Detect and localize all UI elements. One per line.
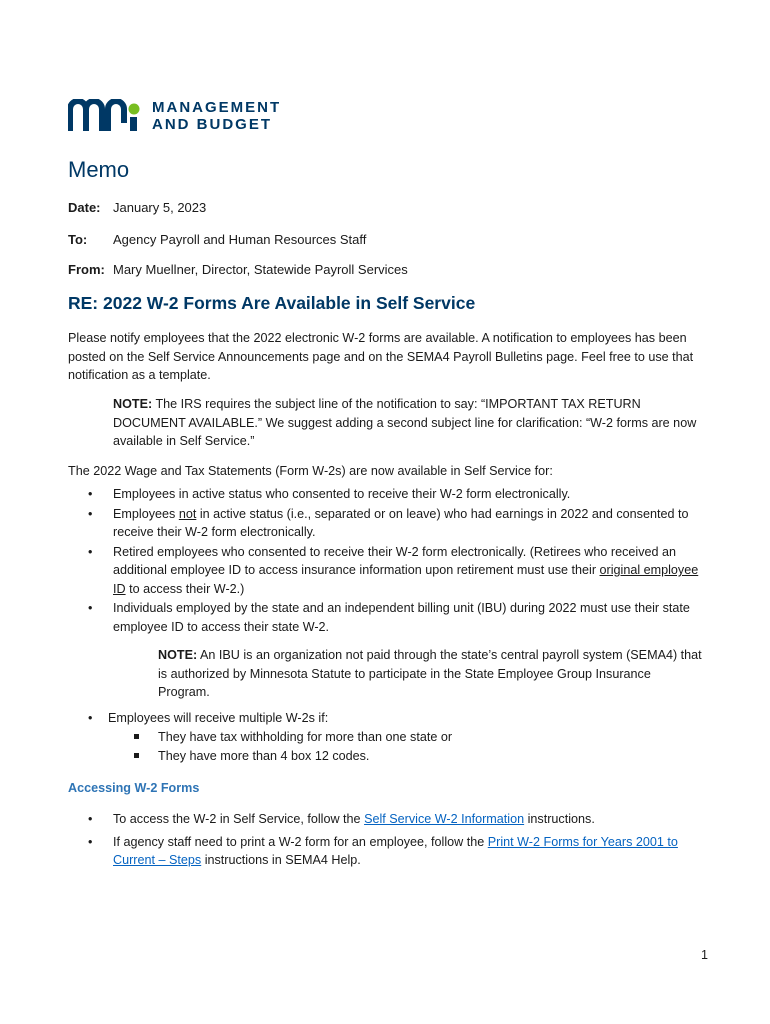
mmb-logo — [68, 98, 281, 134]
eligibility-list — [68, 485, 708, 637]
list-item-text-end: instructions in SEMA4 Help. — [201, 853, 361, 867]
self-service-w2-link[interactable]: Self Service W-2 Information — [364, 812, 525, 826]
list-item — [68, 833, 708, 870]
list-item-text-start: Employees — [113, 506, 179, 521]
square-bullet-icon — [134, 753, 139, 758]
bullet-icon: • — [88, 711, 93, 725]
multiple-w2-conditions — [134, 728, 452, 765]
list-item — [68, 810, 708, 829]
list-item — [68, 543, 708, 599]
list-item-text: They have tax withholding for more than one state or — [158, 730, 453, 744]
list-item-text: Employees in active status who consented to receive their W-2 form electronically. — [113, 487, 571, 501]
bullet-icon: • — [88, 544, 93, 559]
list-item-text-end: to access their W-2.) — [125, 581, 245, 596]
multiple-w2-list — [68, 709, 708, 729]
note-text: An IBU is an organization not paid through the state’s central payroll system (SEMA4) that is authorized by Minnesota Statute to participate in the State Employee Group Insurance Program. — [158, 648, 702, 699]
memo-from-row — [68, 262, 408, 277]
accessing-list — [68, 810, 708, 871]
from-value: Mary Muellner, Director, Statewide Payroll Services — [113, 262, 408, 277]
page-number: 1 — [700, 948, 708, 962]
list-item — [68, 485, 708, 504]
note-text: The IRS requires the subject line of the notification to say: “IMPORTANT TAX RETURN DOCUMENT AVAILABLE.” We suggest adding a second subject line for clarification: “W-2 forms are now available in Self Service.” — [113, 397, 697, 448]
list-item — [134, 747, 452, 766]
list-item-text-end: in active status (i.e., separated or on leave) who had earnings in 2022 and consented to receive their W-2 form electronically. — [113, 506, 689, 539]
available-for-text: The 2022 Wage and Tax Statements (Form W-2s) are now available in Self Service for: — [68, 464, 553, 478]
logo-wordmark — [152, 99, 281, 133]
list-item — [68, 709, 708, 728]
note-label: NOTE: — [113, 397, 153, 411]
list-item-text: Individuals employed by the state and an independent billing unit (IBU) during 2022 must use their state employee ID to access their state W-2. — [113, 601, 690, 634]
list-item-text-end: instructions. — [524, 812, 595, 826]
accessing-heading: Accessing W-2 Forms — [68, 781, 200, 795]
logo-line-1: MANAGEMENT — [152, 99, 282, 116]
list-item-text-start: Retired employees who consented to receive their W-2 form electronically. (Retirees who received an additional employee ID to access insurance information upon retirement must use their — [113, 544, 677, 577]
list-item — [68, 599, 708, 636]
list-item-text-start: To access the W-2 in Self Service, follow the — [113, 812, 365, 826]
list-item — [68, 505, 708, 542]
to-value: Agency Payroll and Human Resources Staff — [113, 232, 367, 247]
date-value: January 5, 2023 — [113, 200, 207, 215]
date-label: Date: — [68, 200, 101, 215]
subject-heading: RE: 2022 W-2 Forms Are Available in Self Service — [68, 293, 476, 313]
list-item-text-start: If agency staff need to print a W-2 form for an employee, follow the — [113, 834, 488, 849]
print-w2-forms-link[interactable]: Print W-2 Forms for Years 2001 to Current – Steps — [113, 834, 678, 867]
memo-title: Memo — [68, 157, 130, 182]
bullet-icon: • — [88, 601, 93, 615]
bullet-icon: • — [88, 487, 93, 501]
underlined-original-id: original employee ID — [113, 563, 699, 596]
memo-to-row — [68, 232, 366, 247]
bullet-icon: • — [88, 812, 93, 826]
note-ibu — [158, 646, 703, 702]
square-bullet-icon — [134, 734, 139, 739]
to-label: To: — [68, 232, 88, 247]
list-item — [134, 728, 452, 747]
mn-logo-icon — [68, 99, 142, 133]
list-item-text: Employees will receive multiple W-2s if: — [108, 711, 329, 725]
list-item-text: They have more than 4 box 12 codes. — [158, 748, 370, 763]
logo-line-2: AND BUDGET — [152, 116, 272, 133]
intro-paragraph: Please notify employees that the 2022 electronic W-2 forms are available. A notification to employees has been posted on the Self Service Announcements page and on the SEMA4 Payroll Bulletins page. Feel free to use that notification as a template. — [68, 331, 694, 382]
underlined-not: not — [178, 506, 197, 521]
note-irs-subject — [113, 395, 703, 451]
bullet-icon: • — [88, 834, 93, 849]
bullet-icon: • — [88, 506, 93, 521]
from-label: From: — [68, 262, 105, 277]
note-label: NOTE: — [158, 648, 198, 662]
memo-date-row — [68, 200, 206, 215]
